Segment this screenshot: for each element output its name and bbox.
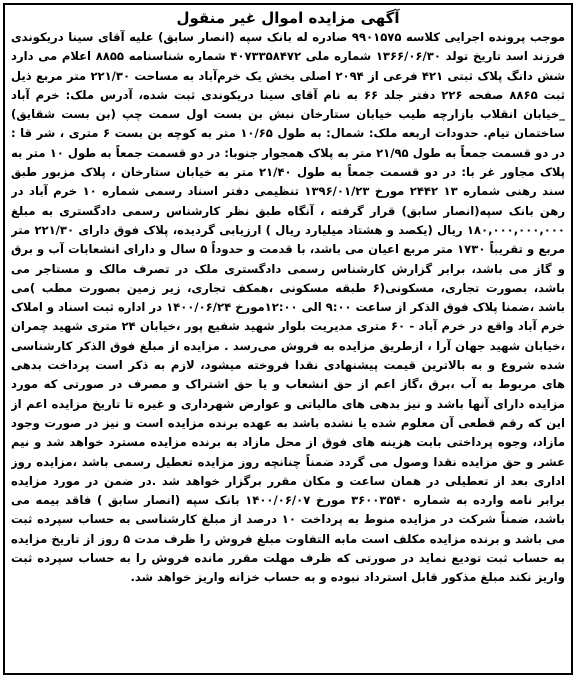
notice-title: آگهی مزایده اموال غیر منقول (176, 9, 400, 27)
auction-notice (3, 3, 573, 675)
notice-body: موجب پرونده اجرایی کلاسه ۹۹۰۱۵۷۵ صادره له بانک سپه (انصار سابق) علیه آقای سینا دریکوندی فرزند اسد تاریخ تولد ۱۳۶۶/۰۶/۳۰ شماره ملی ۴۰۷۳۳۵۸۴۷۲ شماره شناسنامه ۸۸۵۵ اعلام می دارد شش دانگ پلاک ثبتی ۴۲۱ فرعی از ۲۰۹۴ اصلی بخش یک خرم‌آباد به مساحت ۲۲۱/۳۰ متر مربع ذیل ثبت ۸۸۶۵ صفحه ۲۲۶ دفتر جلد ۶۶ به نام آقای سینا دریکوندی ثبت شده، آدرس ملک: خرم آباد _خیابان انقلاب بازارچه طیب خیابان ستارخان نبش بن بست اول سمت چپ (بن بست شقایق) ساختمان تیام. حدودات اربعه ملک: شمال: به طول ۱۰/۶۵ متر به کوچه بن بست ۶ متری ، شر قا : در دو قسمت جمعاً به طول ۲۱/۹۵ متر به پلاک همجوار جنوبا: در دو قسمت جمعاً به طول ۱۰ متر به پلاک مجاور غر با: در دو قسمت جمعاً به طول ۲۱/۴۰ متر به خیابان ستارخان ، پلاک مزبور طبق سند رهنی شماره ۱۳ ۲۴۴۲ مورخ ۱۳۹۶/۰۱/۲۳ تنظیمی دفتر اسناد رسمی شماره ۱۰ خرم آباد در رهن بانک سپه(انصار سابق) قرار گرفته ، آنگاه طبق نظر کارشناس رسمی دادگستری به مبلغ ۱۸۰,۰۰۰,۰۰۰,۰۰۰ ریال (یکصد و هشتاد میلیارد ریال ) ارزیابی گردیده، پلاک فوق دارای ۲۲۱/۳۰ متر مربع و تقریباً ۱۷۳۰ متر مربع اعیان می باشد، با قدمت و حدوداً ۵ سال و دارای انشعابات آب و برق و گاز می باشد، برابر گزارش کارشناس رسمی دادگستری ملک در تصرف مالک و مستاجر می باشد، بصورت تجاری، مسکونی(۶ طبقه مسکونی ،همکف تجاری، زیر زمین بصورت مطب )می باشد ،ضمنا پلاک فوق الذکر از ساعت ۹:۰۰ الی ۱۲:۰۰مورخ ۱۴۰۰/۰۶/۲۴ در اداره ثبت اسناد و املاک خرم آباد واقع در خرم آباد - ۶۰ متری مدیریت بلوار شهید شفیع پور ،خیابان ۲۴ متری شهید چمران ،خیابان شهید جهان آرا ، ازطریق مزایده به فروش می‌رسد . مزایده از مبلغ فوق الذکر کارشناسی شده شروع و به بالاترین قیمت پیشنهادی نقدا فروخته میشود، لازم به ذکر است پرداخت بدهی های مربوط به آب ،برق ،گاز اعم از حق انشعاب و یا حق اشتراک و مصرف در صورتی که مورد مزایده دارای آنها باشد و نیز بدهی های مالیاتی و عوارض شهرداری و غیره تا تاریخ مزایده اعم از این که رقم قطعی آن معلوم شده یا نشده باشد به عهده برنده مزایده است و نیز در صورت وجود مازاد، وجوه پرداختی بابت هزینه های فوق از محل مازاد به برنده مزایده مسترد خواهد شد و نیم عشر و حق مزایده نقدا وصول می گردد ضمناً چنانچه روز مزایده تعطیل رسمی باشد ،مزایده روز اداری بعد از تعطیلی در همان ساعت و مکان مقرر برگزار خواهد شد .در ضمن در مورد مزایده برابر نامه وارده به شماره ۳۶۰۰۳۵۴۰ مورخ ۱۴۰۰/۰۶/۰۷ بانک سپه (انصار سابق ) فاقد بیمه می باشد، ضمناً شرکت در مزایده منوط به پرداخت ۱۰ درصد از مبلغ کارشناسی به حساب سپرده ثبت می باشد و برنده مزایده مکلف است مابه التفاوت مبلغ فروش را ظرف مدت ۵ روز از تاریخ مزایده به حساب ثبت تودیع نماید در صورتی که ظرف مهلت مقرر مانده فروش را به حساب سپرده ثبت واریز نکند مبلغ مذکور قابل استرداد نبوده و به حساب خزانه واریز خواهد شد. (11, 30, 565, 585)
